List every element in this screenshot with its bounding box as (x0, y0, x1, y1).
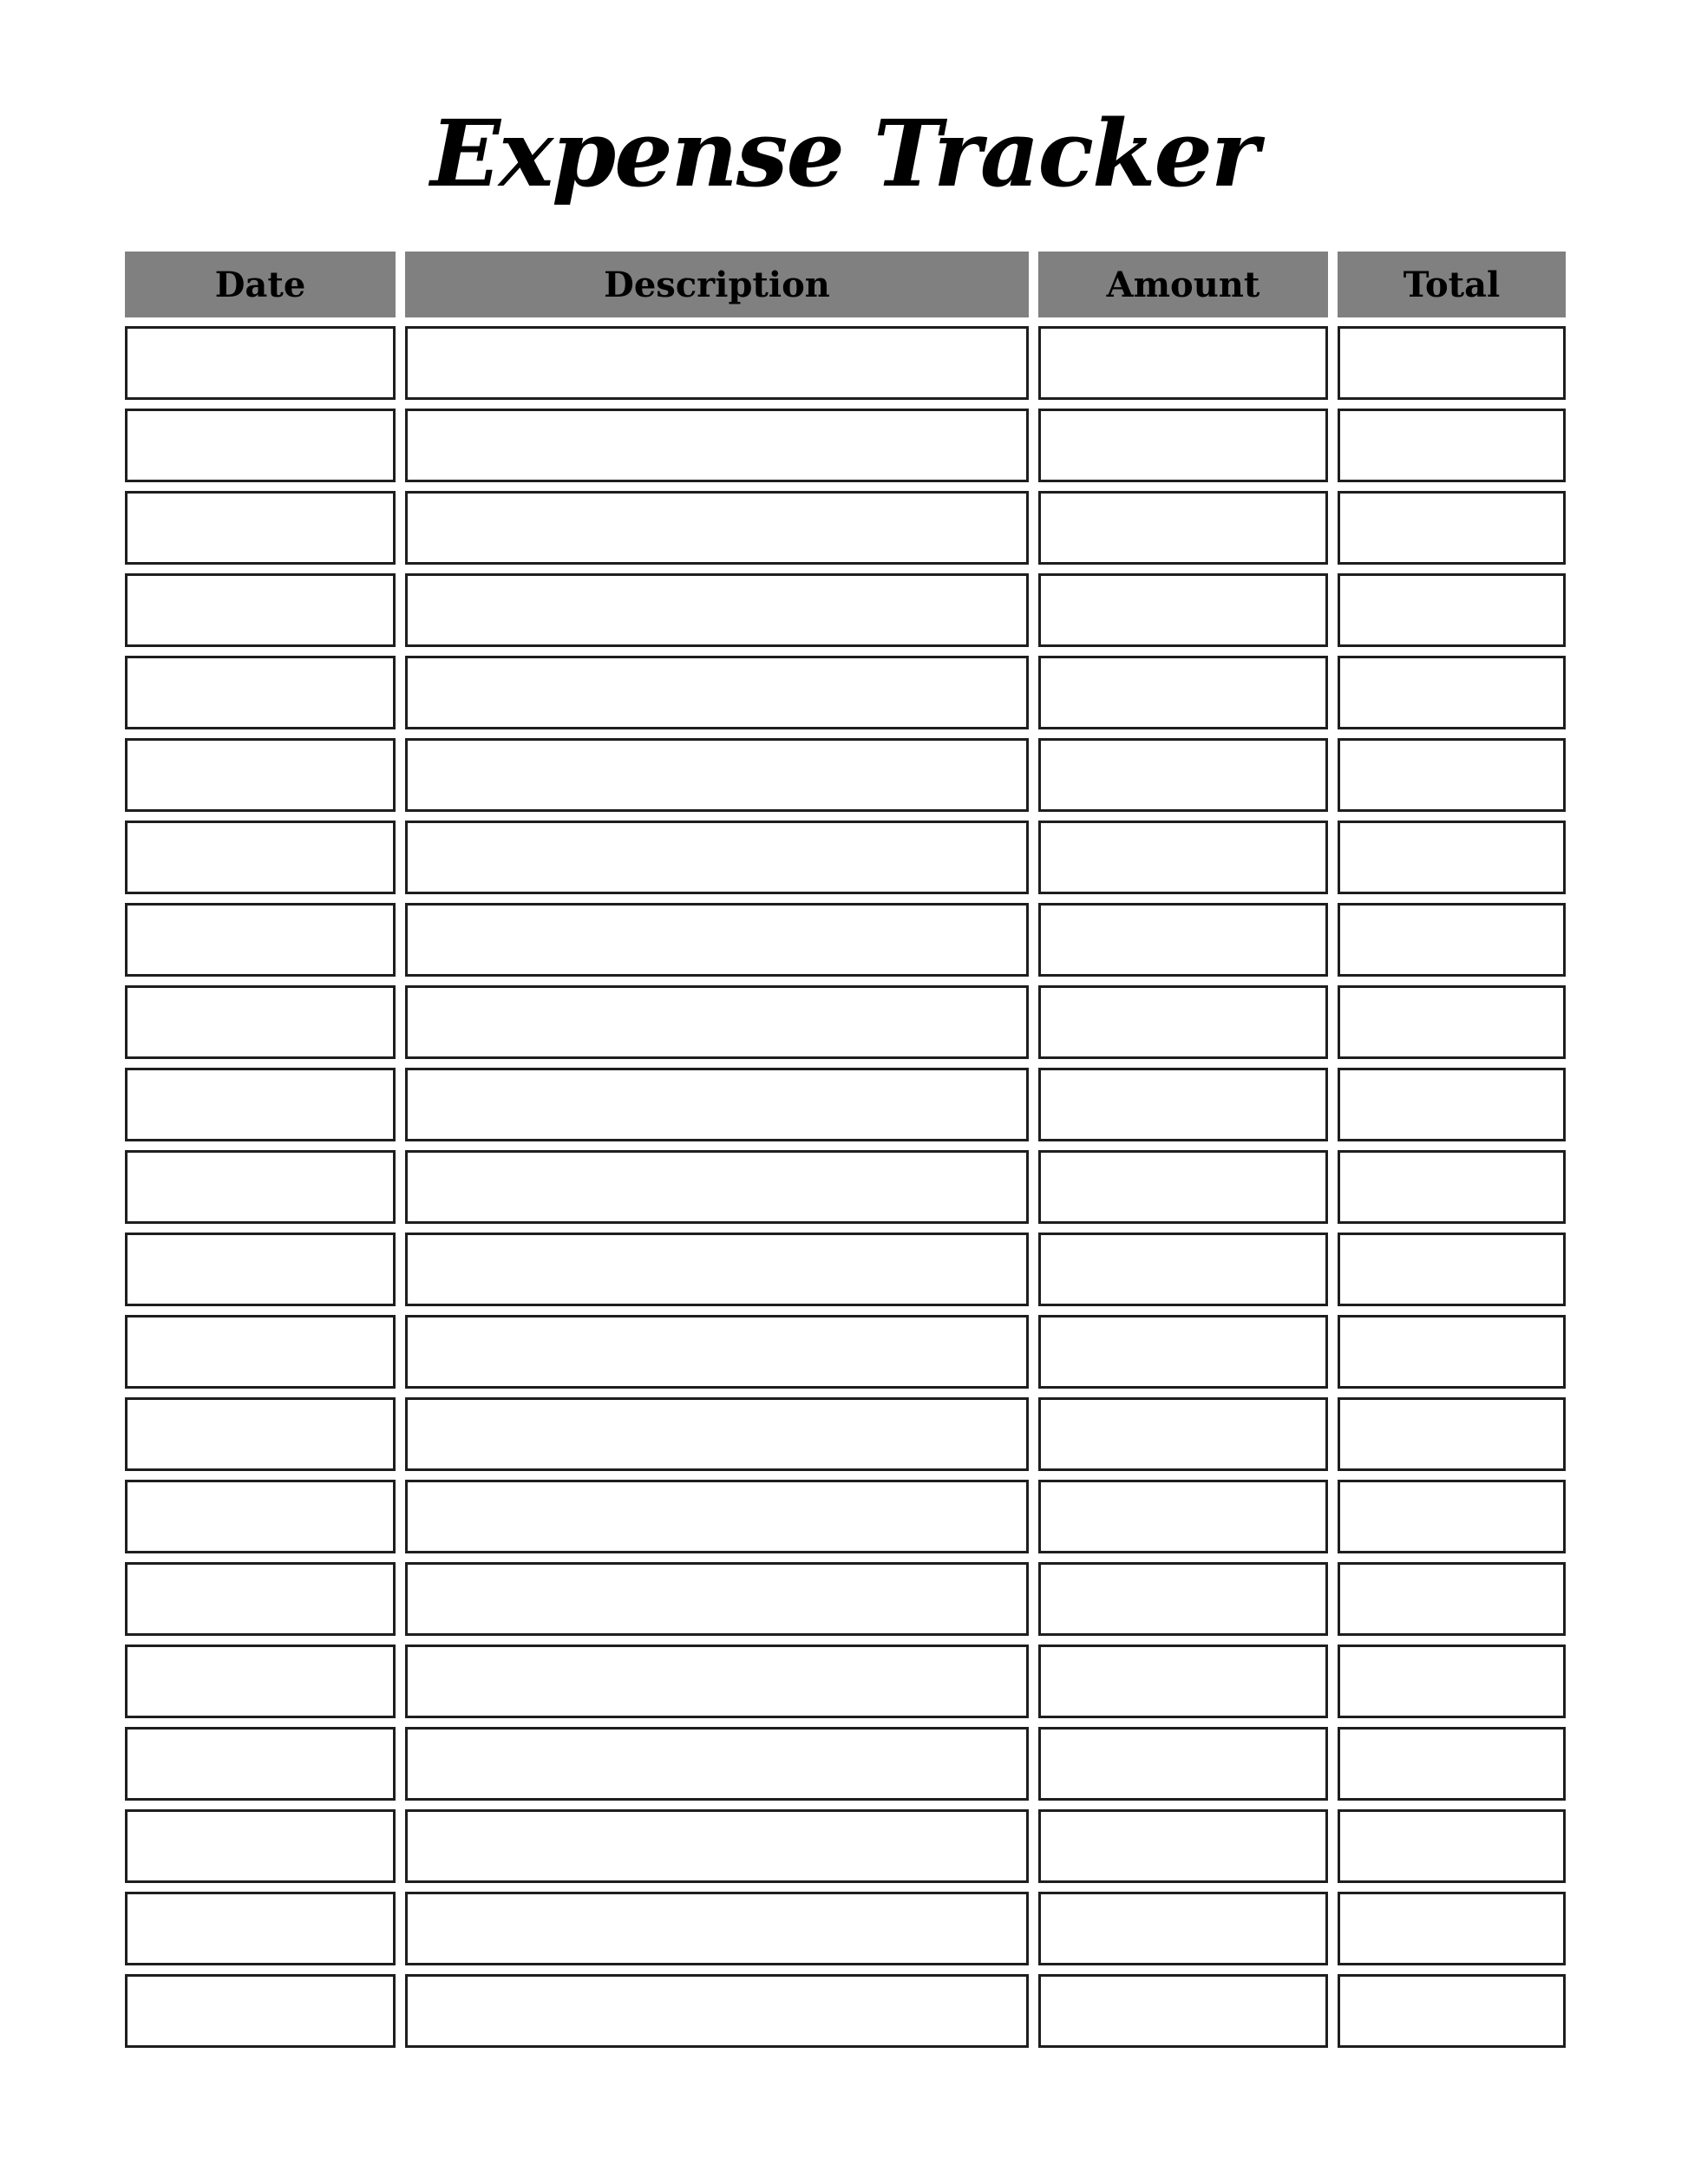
table-cell-amount[interactable] (1038, 738, 1328, 812)
table-cell-description[interactable] (405, 1068, 1029, 1141)
table-cell-total[interactable] (1338, 1233, 1566, 1306)
table-cell-description[interactable] (405, 985, 1029, 1059)
table-cell-description[interactable] (405, 656, 1029, 729)
table-cell-amount[interactable] (1038, 1480, 1328, 1553)
table-cell-date[interactable] (125, 1974, 396, 2048)
table-cell-description[interactable] (405, 326, 1029, 400)
table-cell-amount[interactable] (1038, 821, 1328, 894)
table-cell-description[interactable] (405, 903, 1029, 977)
table-cell-total[interactable] (1338, 1068, 1566, 1141)
table-cell-total[interactable] (1338, 573, 1566, 647)
table-cell-date[interactable] (125, 1480, 396, 1553)
table-cell-amount[interactable] (1038, 1068, 1328, 1141)
table-cell-date[interactable] (125, 326, 396, 400)
table-cell-total[interactable] (1338, 491, 1566, 565)
table-cell-total[interactable] (1338, 1809, 1566, 1883)
table-cell-total[interactable] (1338, 326, 1566, 400)
table-cell-description[interactable] (405, 1892, 1029, 1965)
table-cell-date[interactable] (125, 573, 396, 647)
table-cell-amount[interactable] (1038, 326, 1328, 400)
table-cell-date[interactable] (125, 656, 396, 729)
expense-table (125, 252, 1565, 2048)
table-cell-total[interactable] (1338, 1727, 1566, 1801)
table-cell-date[interactable] (125, 1892, 396, 1965)
table-cell-total[interactable] (1338, 738, 1566, 812)
table-cell-description[interactable] (405, 1397, 1029, 1471)
column-header-amount: Amount (1038, 252, 1328, 317)
table-cell-date[interactable] (125, 1562, 396, 1636)
table-cell-total[interactable] (1338, 1315, 1566, 1389)
table-cell-amount[interactable] (1038, 985, 1328, 1059)
table-cell-amount[interactable] (1038, 1315, 1328, 1389)
table-cell-date[interactable] (125, 1315, 396, 1389)
table-cell-amount[interactable] (1038, 1809, 1328, 1883)
table-cell-description[interactable] (405, 1562, 1029, 1636)
table-cell-date[interactable] (125, 1397, 396, 1471)
table-cell-date[interactable] (125, 1645, 396, 1718)
column-header-total: Total (1338, 252, 1566, 317)
table-cell-total[interactable] (1338, 1562, 1566, 1636)
table-cell-date[interactable] (125, 409, 396, 482)
table-cell-total[interactable] (1338, 656, 1566, 729)
table-cell-description[interactable] (405, 1150, 1029, 1224)
table-cell-description[interactable] (405, 491, 1029, 565)
table-cell-amount[interactable] (1038, 1150, 1328, 1224)
table-cell-description[interactable] (405, 409, 1029, 482)
table-cell-total[interactable] (1338, 409, 1566, 482)
table-cell-amount[interactable] (1038, 1974, 1328, 2048)
table-cell-date[interactable] (125, 1068, 396, 1141)
table-cell-description[interactable] (405, 821, 1029, 894)
table-cell-description[interactable] (405, 1727, 1029, 1801)
table-cell-date[interactable] (125, 1727, 396, 1801)
column-header-description: Description (405, 252, 1029, 317)
table-cell-amount[interactable] (1038, 491, 1328, 565)
table-cell-total[interactable] (1338, 1892, 1566, 1965)
table-cell-amount[interactable] (1038, 656, 1328, 729)
table-cell-date[interactable] (125, 1809, 396, 1883)
table-cell-amount[interactable] (1038, 1397, 1328, 1471)
table-cell-amount[interactable] (1038, 1892, 1328, 1965)
table-cell-total[interactable] (1338, 1150, 1566, 1224)
column-header-date: Date (125, 252, 396, 317)
table-cell-description[interactable] (405, 1480, 1029, 1553)
table-cell-total[interactable] (1338, 1480, 1566, 1553)
table-cell-description[interactable] (405, 1645, 1029, 1718)
table-cell-description[interactable] (405, 738, 1029, 812)
table-cell-description[interactable] (405, 573, 1029, 647)
table-cell-description[interactable] (405, 1974, 1029, 2048)
table-cell-total[interactable] (1338, 821, 1566, 894)
table-cell-amount[interactable] (1038, 1562, 1328, 1636)
table-cell-date[interactable] (125, 738, 396, 812)
table-cell-amount[interactable] (1038, 903, 1328, 977)
table-cell-amount[interactable] (1038, 409, 1328, 482)
page-title: Expense Tracker (430, 99, 1258, 207)
table-cell-description[interactable] (405, 1809, 1029, 1883)
table-cell-total[interactable] (1338, 903, 1566, 977)
table-cell-amount[interactable] (1038, 573, 1328, 647)
table-cell-description[interactable] (405, 1233, 1029, 1306)
table-cell-total[interactable] (1338, 1974, 1566, 2048)
table-cell-date[interactable] (125, 903, 396, 977)
table-cell-description[interactable] (405, 1315, 1029, 1389)
table-cell-total[interactable] (1338, 1645, 1566, 1718)
table-cell-date[interactable] (125, 821, 396, 894)
table-cell-date[interactable] (125, 1150, 396, 1224)
table-cell-date[interactable] (125, 985, 396, 1059)
table-cell-date[interactable] (125, 491, 396, 565)
table-cell-total[interactable] (1338, 1397, 1566, 1471)
table-cell-amount[interactable] (1038, 1645, 1328, 1718)
table-cell-date[interactable] (125, 1233, 396, 1306)
table-cell-total[interactable] (1338, 985, 1566, 1059)
table-cell-amount[interactable] (1038, 1727, 1328, 1801)
table-cell-amount[interactable] (1038, 1233, 1328, 1306)
